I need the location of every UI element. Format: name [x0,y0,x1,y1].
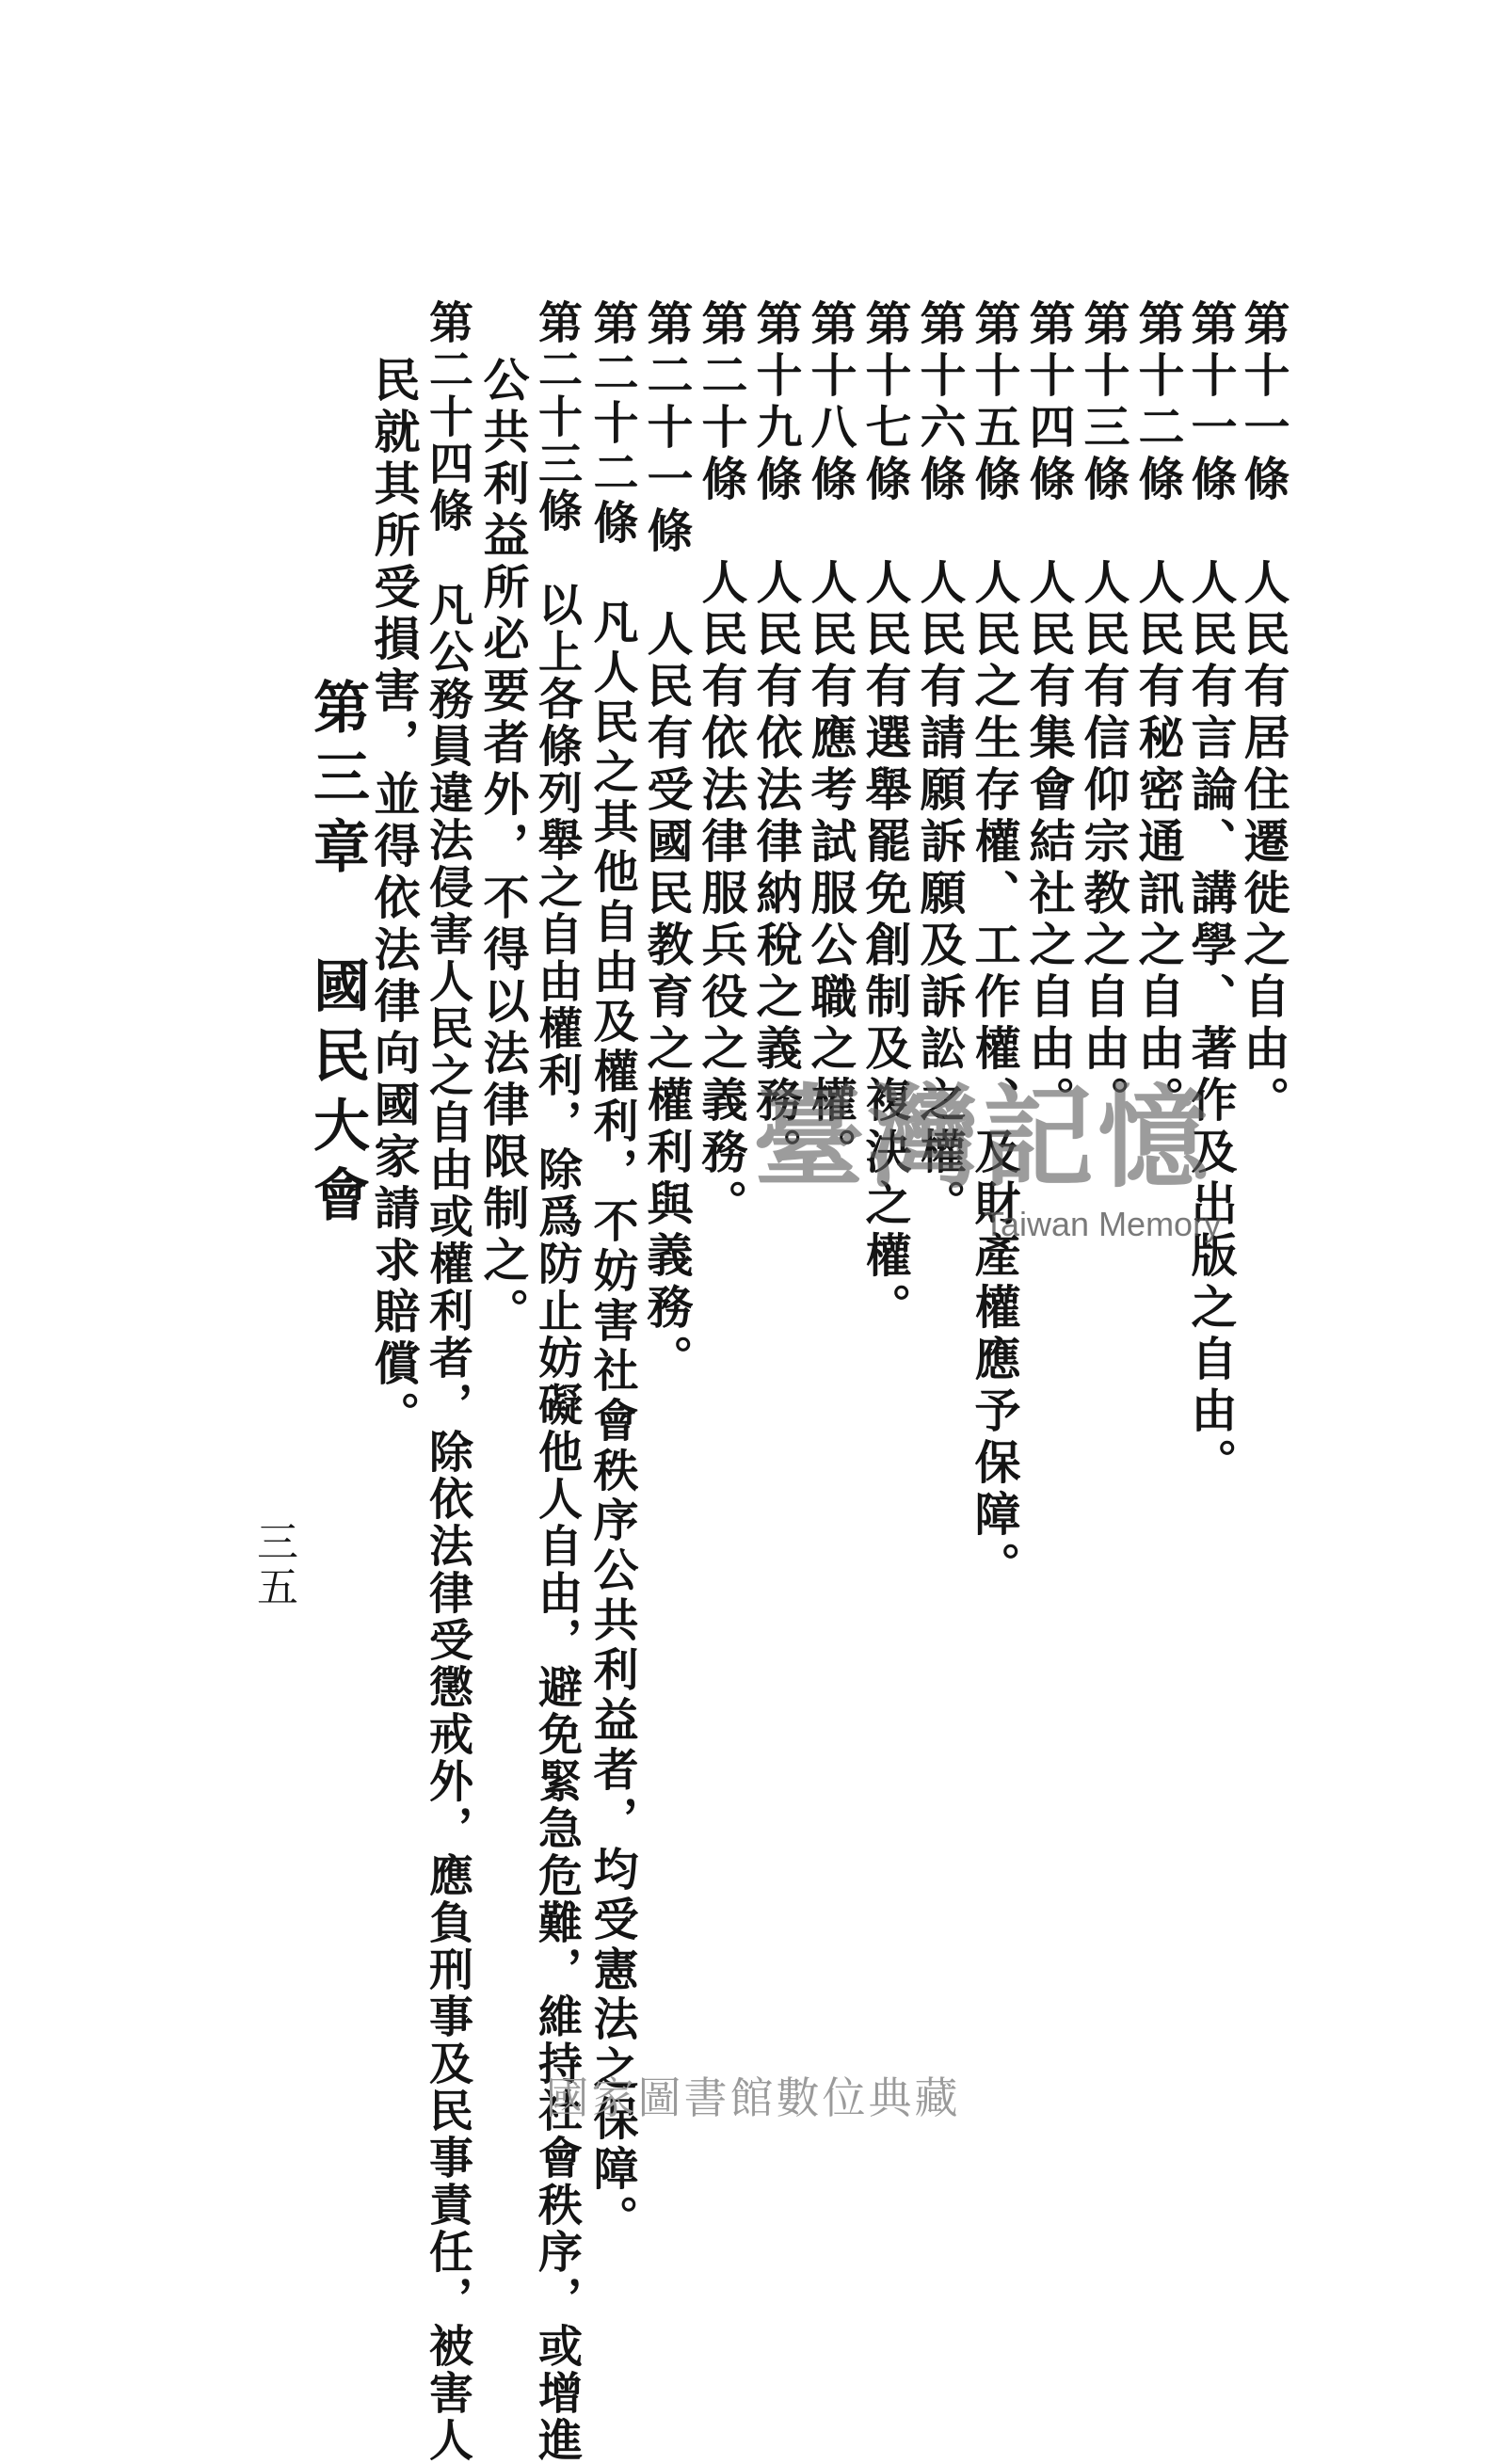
chapter-title: 第三章 國民大會 [304,678,370,1235]
article-column: 第十七條 人民有選舉罷免創制及複決之權。 [858,299,913,1335]
article-column: 第十六條 人民有請願訴願及訴訟之權。 [913,299,968,1231]
article-column: 第十一條 人民有言論、講學、著作及出版之自由。 [1184,299,1239,1490]
article-column: 第十一條 人民有居住遷徙之自由。 [1237,299,1291,1128]
article-column: 第十二條 人民有秘密通訊之自由。 [1131,299,1186,1128]
watermark-chinese: 臺灣記憶 [753,1072,1213,1203]
footer-caption: 國家圖書館數位典藏 [545,2072,961,2123]
article-column: 第十五條 人民之生存權、工作權、及財產權應予保障。 [968,299,1022,1593]
article-column: 第十三條 人民有信仰宗教之自由。 [1077,299,1131,1128]
page-number: 三五 [249,1520,297,1610]
article-column: 第十四條 人民有集會結社之自由。 [1022,299,1077,1128]
article-continuation-column: 民就其所受損害，並得依法律向國家請求賠償。 [367,356,422,1443]
article-column: 第十八條 人民有應考試服公職之權。 [804,299,858,1179]
article-column: 第二十三條 以上各條列舉之自由權利，除爲防止妨礙他人自由，避免緊急危難，維持社會秩序，或增進 [531,299,583,2464]
article-continuation-column: 公共利益所必要者外，不得以法律限制之。 [476,356,531,1339]
article-column: 第二十一條 人民有受國民教育之權利與義務。 [640,299,695,1386]
article-column: 第二十條 人民有依法律服兵役之義務。 [695,299,749,1231]
watermark [753,1072,1224,1261]
article-column: 第十九條 人民有依法律納稅之義務。 [749,299,804,1179]
watermark-english: Taiwan Memory [984,1205,1222,1243]
article-column: 第二十二條 凡人民之其他自由及權利，不妨害社會秩序公共利益者，均受憲法之保障。 [585,299,638,2245]
article-column: 第二十四條 凡公務員違法侵害人民之自由或權利者，除依法律受懲戒外，應負刑事及民事責任，被害人 [422,299,473,2464]
